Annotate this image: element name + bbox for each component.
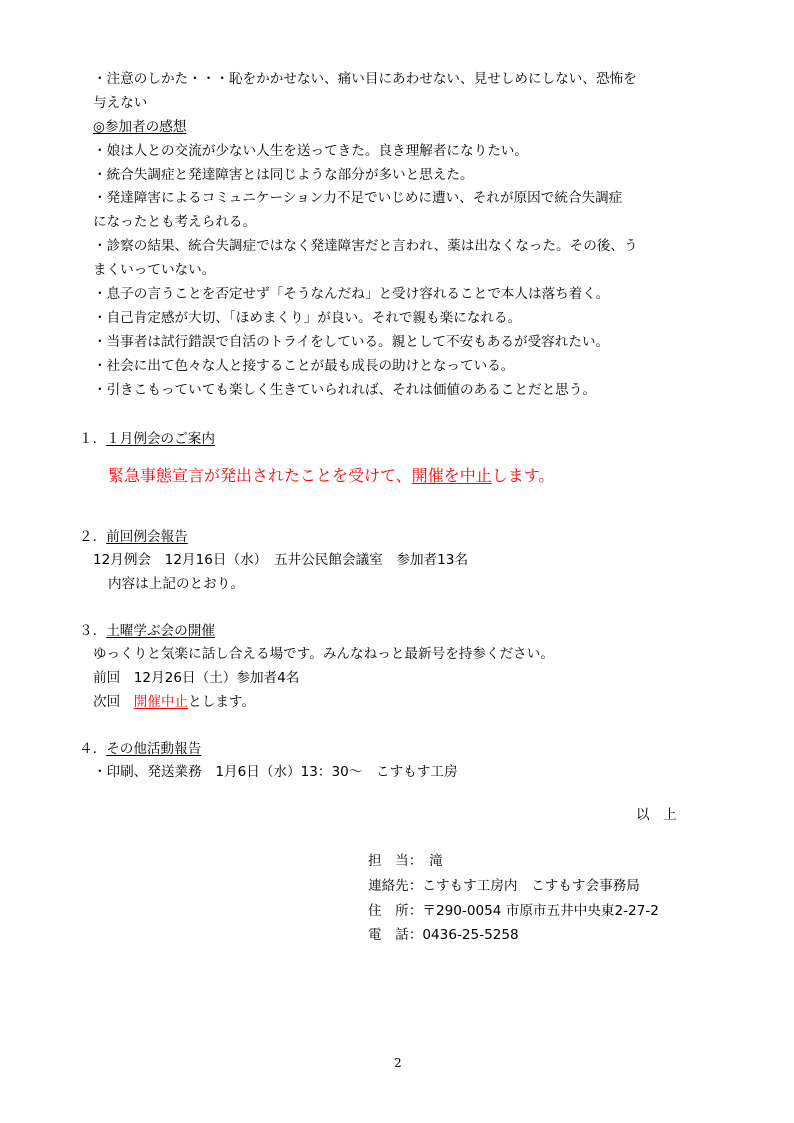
section2-title: 前回例会報告 (106, 529, 188, 545)
section3-heading (79, 622, 215, 640)
closing-text: 以 上 (636, 807, 677, 823)
section4-line-1: ・印刷、発送業務 1月6日（水）13：30～ こすもす工房 (93, 764, 458, 780)
section3-line-1: ゆっくりと気楽に話し合える場です。みんなねっと最新号を持参ください。 (93, 646, 554, 662)
section1-number: １． (79, 431, 107, 447)
section4-number: ４． (79, 741, 107, 757)
impression-item: まくいっていない。 (93, 262, 216, 278)
impression-item: ・引きこもっていても楽しく生きていられれば、それは価値のあることだと思う。 (93, 382, 596, 398)
impression-item: ・統合失調症と発達障害とは同じような部分が多いと思えた。 (93, 167, 474, 183)
impressions-heading: ◎参加者の感想 (93, 119, 187, 135)
impression-item: ・息子の言うことを否定せず「そうなんだね」と受け容れることで本人は落ち着く。 (93, 286, 610, 302)
impression-item: になったとも考えられる。 (93, 214, 257, 230)
section1-heading (79, 430, 215, 448)
section4-title: その他活動報告 (106, 741, 202, 757)
contact-person: 担 当： 滝 (368, 853, 443, 869)
section2-heading (79, 528, 188, 546)
impression-item: ・娘は人との交流が少ない人生を送ってきた。良き理解者になりたい。 (93, 143, 528, 159)
section3-line-2: 前回 12月26日（土）参加者4名 (93, 670, 300, 686)
intro-line-2: 与えない (93, 95, 148, 111)
contact-address: 住 所：〒290-0054 市原市五井中央東2-27-2 (368, 903, 659, 919)
contact-phone: 電 話：0436-25-5258 (368, 927, 519, 943)
impression-item: ・社会に出て色々な人と接することが最も成長の助けとなっている。 (93, 358, 515, 374)
page-number: 2 (394, 1056, 402, 1070)
next-prefix: 次回 (93, 694, 134, 710)
cancellation-notice (108, 465, 554, 487)
next-suffix: とします。 (188, 694, 256, 710)
section3-title: 土曜学ぶ会の開催 (106, 623, 215, 639)
notice-text-end: します。 (491, 466, 555, 485)
contact-address-to: 連絡先：こすもす工房内 こすもす会事務局 (368, 878, 640, 894)
section2-number: ２． (79, 529, 107, 545)
section2-line-2: 内容は上記のとおり。 (108, 576, 244, 592)
section2-line-1: 12月例会 12月16日（水） 五井公民館会議室 参加者13名 (93, 552, 469, 568)
intro-line-1: ・注意のしかた・・・恥をかかせない、痛い目にあわせない、見せしめにしない、恐怖を (93, 71, 637, 87)
section1-title: １月例会のご案内 (106, 431, 215, 447)
notice-text: 緊急事態宣言が発出されたことを受けて、 (108, 466, 412, 485)
impression-item: ・当事者は試行錯誤で自活のトライをしている。親として不安もあるが受容れたい。 (93, 334, 610, 350)
impression-item: ・自己肯定感が大切、「ほめまくり」が良い。それで親も楽になれる。 (93, 310, 522, 326)
notice-highlight: 開催を中止 (411, 466, 492, 485)
impression-item: ・発達障害によるコミュニケーション力不足でいじめに遭い、それが原因で統合失調症 (93, 190, 623, 206)
section4-heading (79, 740, 201, 758)
section3-line-3 (93, 693, 255, 711)
impression-item: ・診察の結果、統合失調症ではなく発達障害だと言われ、薬は出なくなった。その後、う (93, 238, 638, 254)
next-highlight: 開催中止 (133, 694, 189, 710)
section3-number: ３． (79, 623, 107, 639)
